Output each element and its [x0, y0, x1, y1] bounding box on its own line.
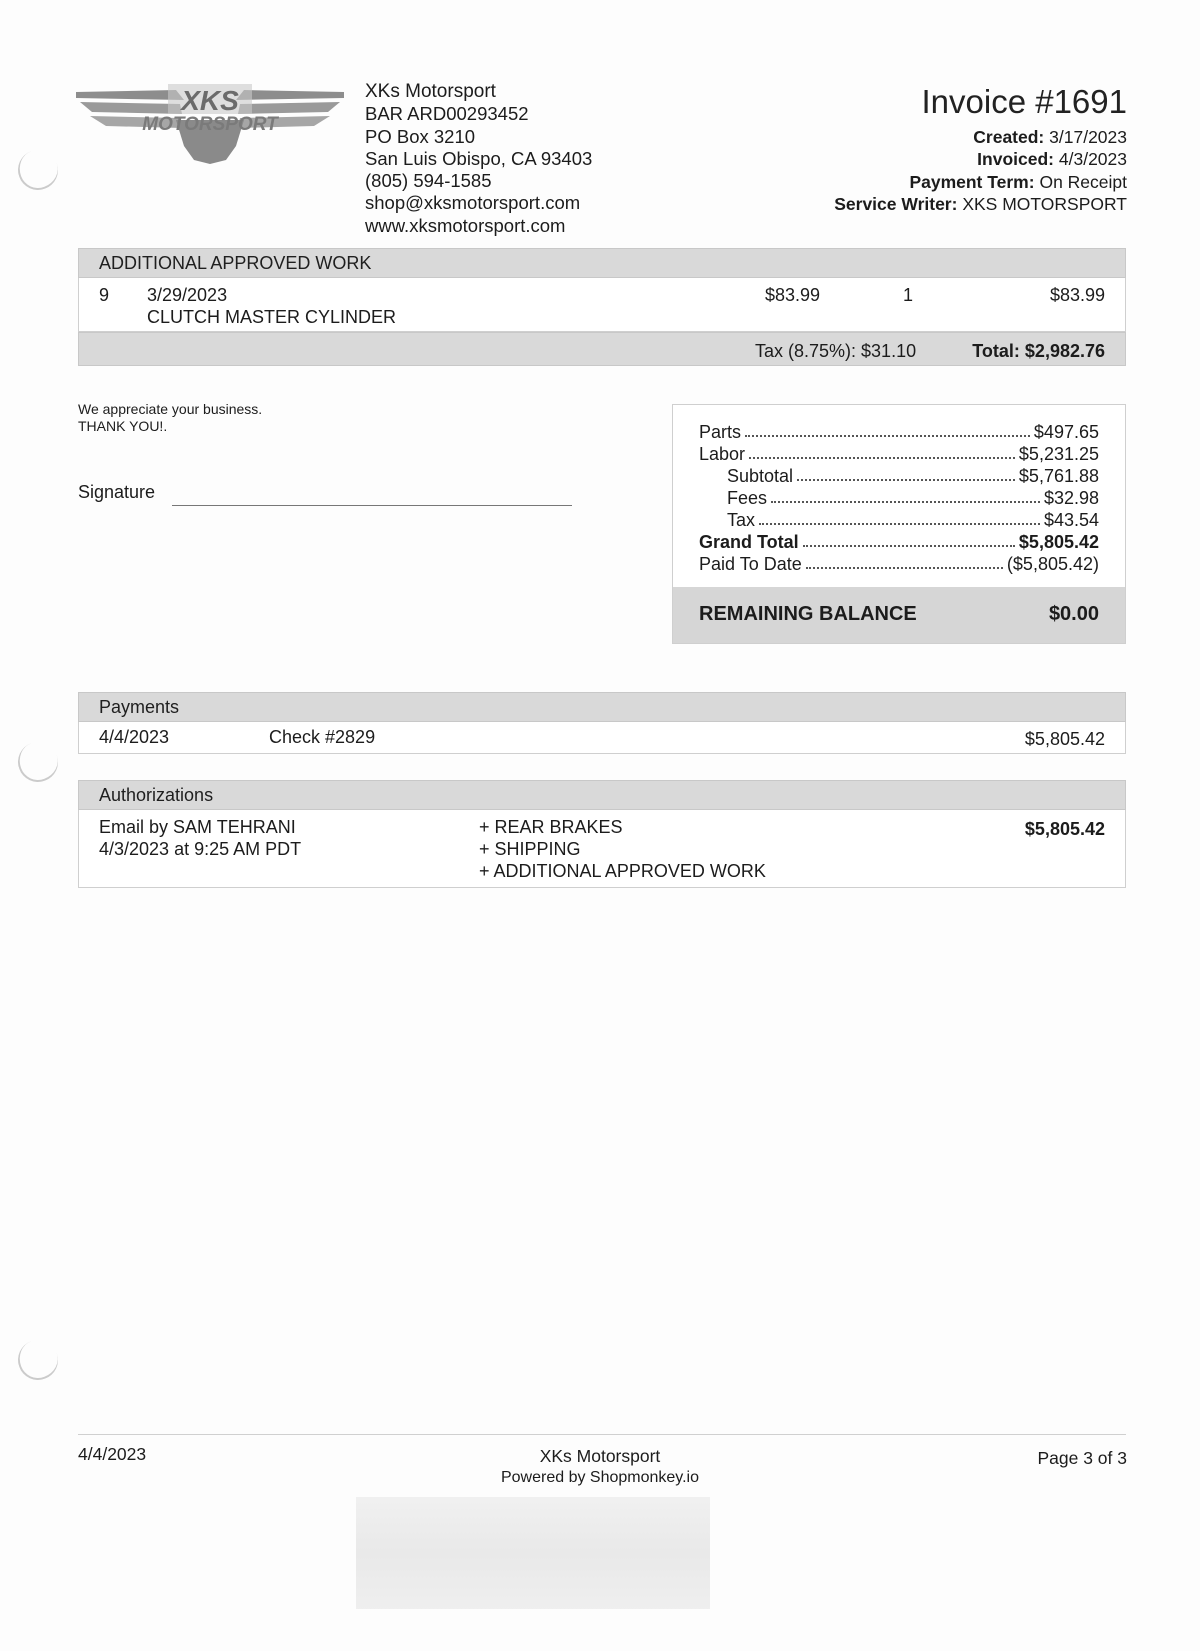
- thank-you-note: [78, 401, 262, 435]
- tax-label: Tax: [727, 510, 756, 530]
- authorized-amount: $5,805.42: [1024, 819, 1105, 839]
- authorized-when: 4/3/2023 at 9:25 AM PDT: [99, 839, 302, 859]
- dot-leader: [745, 421, 1030, 437]
- parts-label: Parts: [699, 422, 742, 442]
- payment-date: 4/4/2023: [99, 727, 170, 747]
- payment-amount: $5,805.42: [1024, 729, 1105, 749]
- footer-center: [400, 1446, 800, 1488]
- writer-line: [834, 193, 1127, 215]
- company-phone: (805) 594-1585: [365, 170, 492, 192]
- term-label: Payment Term:: [909, 171, 1035, 192]
- paid-to-date-label: Paid To Date: [699, 554, 802, 574]
- section-tax: Tax (8.75%): $31.10: [755, 341, 917, 361]
- created-date: 3/17/2023: [1049, 127, 1127, 147]
- fees-row: [727, 487, 1099, 509]
- punch-hole-mark: [12, 1334, 63, 1385]
- writer-value: XKS MOTORSPORT: [962, 193, 1127, 214]
- additional-work-section: [78, 248, 1126, 366]
- parts-value: $497.65: [1033, 422, 1099, 442]
- grand-total-value: $5,805.42: [1018, 532, 1099, 552]
- section-total: Total: $2,982.76: [972, 341, 1105, 361]
- logo-text-top: XKS: [181, 85, 239, 116]
- authorizations-section: [78, 780, 1126, 888]
- payment-row: [78, 722, 1126, 754]
- company-email: shop@xksmotorsport.com: [365, 192, 581, 214]
- additional-work-header: ADDITIONAL APPROVED WORK: [78, 248, 1126, 278]
- company-name: XKs Motorsport: [365, 81, 496, 102]
- item-qty: 1: [903, 285, 914, 305]
- line-item-row: [78, 278, 1126, 332]
- subtotal-value: $5,761.88: [1018, 466, 1099, 486]
- tax-row: [727, 509, 1099, 531]
- writer-label: Service Writer:: [834, 193, 958, 214]
- dot-leader: [797, 465, 1015, 481]
- authorized-item: + SHIPPING: [479, 839, 581, 859]
- parts-row: [699, 421, 1099, 443]
- thanks-line-1: We appreciate your business.: [78, 401, 263, 417]
- remaining-balance-bar: [673, 587, 1125, 643]
- grand-total-label: Grand Total: [699, 532, 799, 552]
- address-line-1: PO Box 3210: [365, 125, 476, 147]
- tax-value: $43.54: [1043, 510, 1099, 530]
- labor-value: $5,231.25: [1018, 444, 1099, 464]
- scan-smudge: [356, 1497, 710, 1609]
- thanks-line-2: THANK YOU!.: [78, 418, 168, 434]
- subtotal-label: Subtotal: [727, 466, 794, 486]
- authorized-item: + REAR BRAKES: [479, 817, 623, 837]
- term-line: [834, 171, 1127, 193]
- grand-total-row: [699, 531, 1099, 553]
- punch-hole-mark: [12, 144, 63, 195]
- logo-text-bottom: MOTORSPORT: [142, 114, 278, 135]
- address-line-2: San Luis Obispo, CA 93403: [365, 147, 593, 169]
- dot-leader: [806, 553, 1003, 569]
- dot-leader: [803, 531, 1015, 547]
- item-price: $83.99: [765, 285, 821, 305]
- payments-header: Payments: [78, 692, 1126, 722]
- paid-to-date-row: [699, 553, 1099, 575]
- remaining-balance-value: $0.00: [1048, 603, 1099, 625]
- created-line: [834, 126, 1127, 148]
- dot-leader: [771, 487, 1040, 503]
- authorized-by: Email by SAM TEHRANI: [99, 817, 296, 837]
- payment-method: Check #2829: [269, 727, 376, 747]
- remaining-balance-label: REMAINING BALANCE: [699, 603, 917, 625]
- company-info: [365, 81, 592, 237]
- dot-leader: [759, 509, 1040, 525]
- item-number: 9: [99, 285, 110, 305]
- company-website: www.xksmotorsport.com: [365, 214, 566, 236]
- invoice-title: Invoice #1691: [921, 83, 1127, 120]
- invoice-header: [834, 82, 1127, 215]
- item-date: 3/29/2023: [147, 285, 228, 305]
- additional-work-footer: [78, 332, 1126, 366]
- totals-box: [672, 404, 1126, 644]
- signature-label: Signature: [78, 482, 156, 502]
- authorized-item: + ADDITIONAL APPROVED WORK: [479, 861, 766, 881]
- labor-row: [699, 443, 1099, 465]
- signature-line[interactable]: [172, 505, 572, 506]
- item-description: CLUTCH MASTER CYLINDER: [147, 307, 397, 327]
- dot-leader: [749, 443, 1015, 459]
- invoiced-label: Invoiced:: [977, 149, 1054, 170]
- invoiced-date: 4/3/2023: [1058, 149, 1127, 170]
- fees-value: $32.98: [1043, 488, 1099, 508]
- authorization-row: [78, 810, 1126, 888]
- footer-company: XKs Motorsport: [539, 1446, 661, 1466]
- created-label: Created:: [973, 127, 1045, 147]
- company-logo: [76, 84, 344, 166]
- footer-page-number: Page 3 of 3: [1037, 1448, 1127, 1468]
- payments-section: [78, 692, 1126, 754]
- subtotal-row: [727, 465, 1099, 487]
- labor-label: Labor: [699, 444, 746, 464]
- term-value: On Receipt: [1039, 171, 1127, 192]
- invoiced-line: [834, 148, 1127, 170]
- fees-label: Fees: [727, 488, 768, 508]
- punch-hole-mark: [12, 736, 63, 787]
- authorizations-header: Authorizations: [78, 780, 1126, 810]
- item-amount: $83.99: [1049, 285, 1105, 305]
- footer-date: 4/4/2023: [78, 1444, 147, 1464]
- footer-powered-by: Powered by Shopmonkey.io: [500, 1469, 700, 1486]
- footer-divider: [78, 1434, 1126, 1435]
- bar-number: BAR ARD00293452: [365, 103, 529, 125]
- paid-to-date-value: ($5,805.42): [1006, 554, 1099, 574]
